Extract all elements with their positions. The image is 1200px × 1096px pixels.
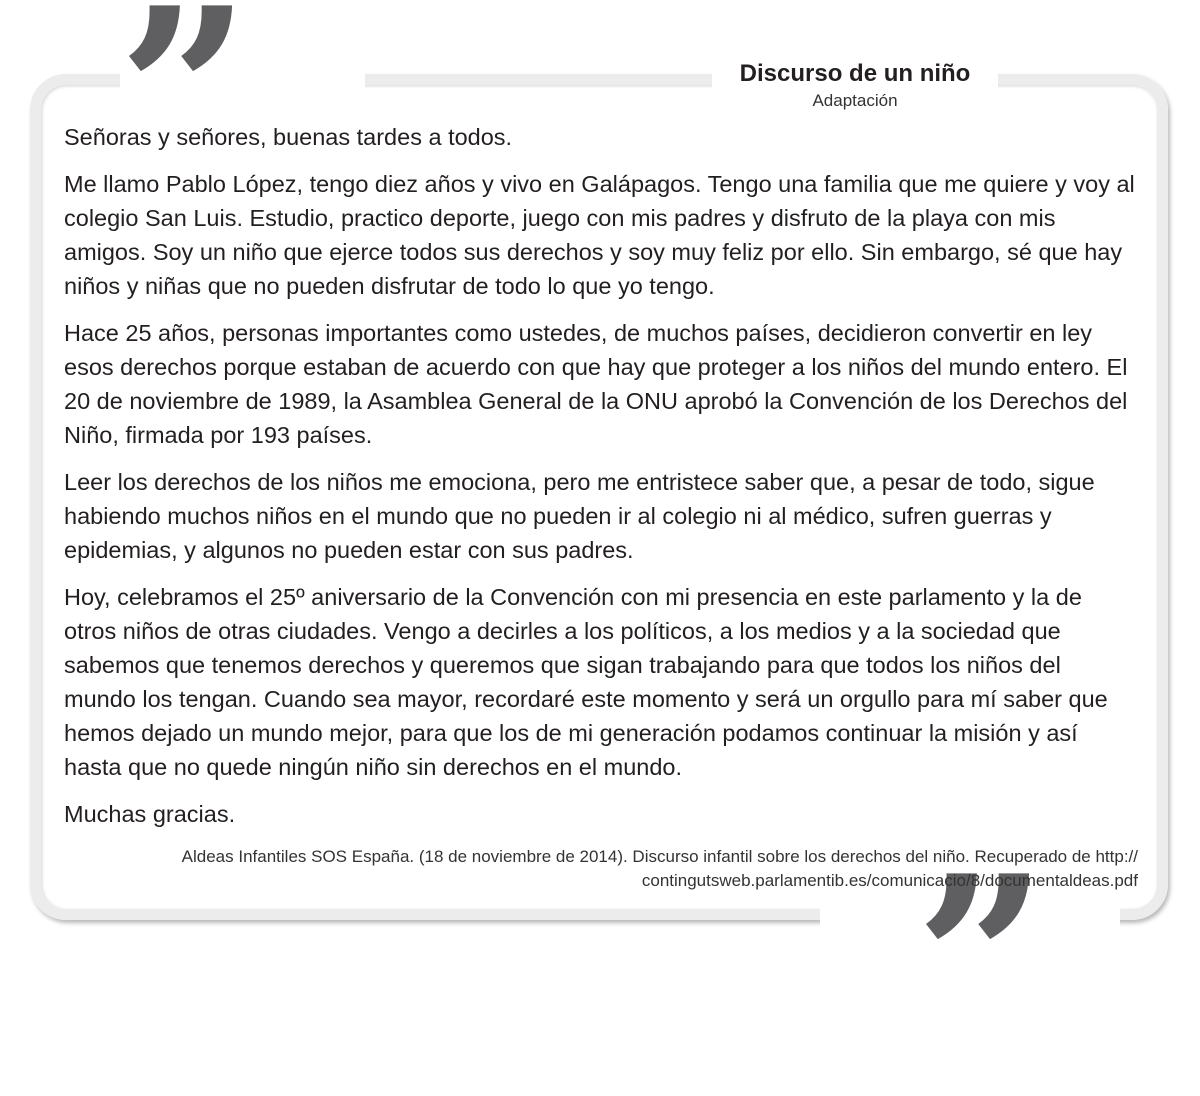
closing-quote-icon: ” [915,826,1034,1096]
citation-line-1: Aldeas Infantiles SOS España. (18 de noviembre de 2014). Discurso infantil sobre los derechos del niño. Recuperado de http:// [181,847,1138,866]
speech-body [64,120,1139,844]
paragraph-greeting: Señoras y señores, buenas tardes a todos. [64,124,513,150]
paragraph-introduction: Me llamo Pablo López, tengo diez años y vivo en Galápagos. Tengo una familia que me quiere y voy al colegio San Luis. Estudio, practico deporte, juego con mis padres y disfruto de la playa con mis amigos. Soy un niño que ejerce todos sus derechos y soy muy feliz por ello. Sin embargo, sé que hay niños y niñas que no pueden disfrutar de todo lo que yo tengo. [64,171,1135,299]
paragraph-closing: Muchas gracias. [64,801,236,827]
paragraph-celebration: Hoy, celebramos el 25º aniversario de la Convención con mi presencia en este parlamento y la de otros niños de otras ciudades. Vengo a decirles a los políticos, a los medios y a la sociedad que sabemos que tenemos derechos y queremos que sigan trabajando para que todos los niños del mundo los tengan. Cuando sea mayor, recordaré este momento y será un orgullo para mí saber que hemos dejado un mundo mejor, para que los de mi generación podamos continuar la misión y así hasta que no quede ningún niño sin derechos en el mundo. [64,584,1108,780]
header [712,58,998,112]
opening-quote-icon: ” [118,0,237,228]
page-subtitle: Adaptación [812,91,898,110]
paragraph-history: Hace 25 años, personas importantes como ustedes, de muchos países, decidieron convertir en ley esos derechos porque estaban de acuerdo con que hay que proteger a los niños del mundo entero. El 20 de noviembre de 1989, la Asamblea General de la ONU aprobó la Convención de los Derechos del Niño, firmada por 193 países. [64,320,1128,448]
paragraph-concerns: Leer los derechos de los niños me emociona, pero me entristece saber que, a pesar de todo, sigue habiendo muchos niños en el mundo que no pueden ir al colegio ni al médico, sufren guerras y epidemias, y algunos no pueden estar con sus padres. [64,469,1095,563]
citation-line-2: contingutsweb.parlamentib.es/comunicacio/8/documentaldeas.pdf [641,871,1138,890]
page-title: Discurso de un niño [739,60,971,87]
citation [58,845,1138,893]
